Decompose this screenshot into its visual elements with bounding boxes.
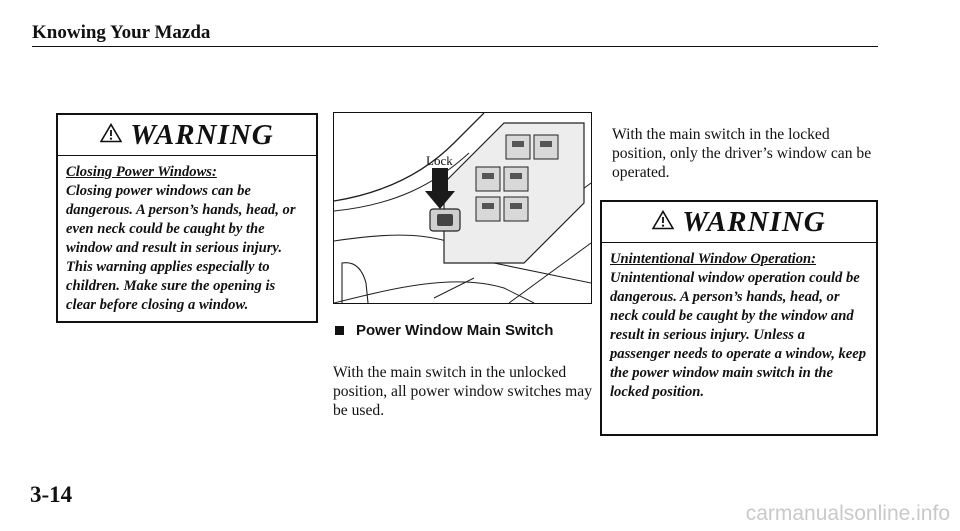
header-rule xyxy=(32,46,878,47)
figure-caption xyxy=(335,322,553,339)
page-number: 3-14 xyxy=(30,482,73,507)
caption-text: Power Window Main Switch xyxy=(356,322,554,339)
warning-subtitle: Unintentional Window Operation: xyxy=(610,251,816,267)
power-window-switch-figure xyxy=(333,112,592,304)
warning-box-unintentional-operation xyxy=(600,200,878,436)
window-switch-illustration xyxy=(334,113,591,303)
warning-header xyxy=(602,202,876,243)
warning-text: Unintentional window operation could be dangerous. A person’s hands, head, or neck could be caught by the window and result in serious injury. Unless a passenger needs to operate a window, keep the power window main switch in the locked position. xyxy=(610,270,867,400)
warning-body xyxy=(58,156,316,319)
warning-title: WARNING xyxy=(682,205,826,238)
warning-body xyxy=(602,243,876,406)
warning-triangle-icon xyxy=(100,123,122,143)
lock-label: Lock xyxy=(426,153,453,168)
warning-subtitle: Closing Power Windows: xyxy=(66,164,217,180)
warning-triangle-icon xyxy=(652,210,674,230)
paragraph-unlocked: With the main switch in the unlocked position, all power window switches may be used. xyxy=(333,364,592,419)
bullet-square-icon xyxy=(335,326,344,335)
warning-text: Closing power windows can be dangerous. A person’s hands, head, or even neck could be caught by the window and result in serious injury. This warning applies especially to children. Make sure the opening is clear before closing a window. xyxy=(66,183,296,313)
warning-title: WARNING xyxy=(130,118,274,151)
watermark: carmanualsonline.info xyxy=(745,502,950,525)
warning-header xyxy=(58,115,316,156)
paragraph-locked: With the main switch in the locked position, only the driver’s window can be operated. xyxy=(612,126,872,181)
page-header-title: Knowing Your Mazda xyxy=(32,22,211,43)
warning-box-closing-windows xyxy=(56,113,318,323)
